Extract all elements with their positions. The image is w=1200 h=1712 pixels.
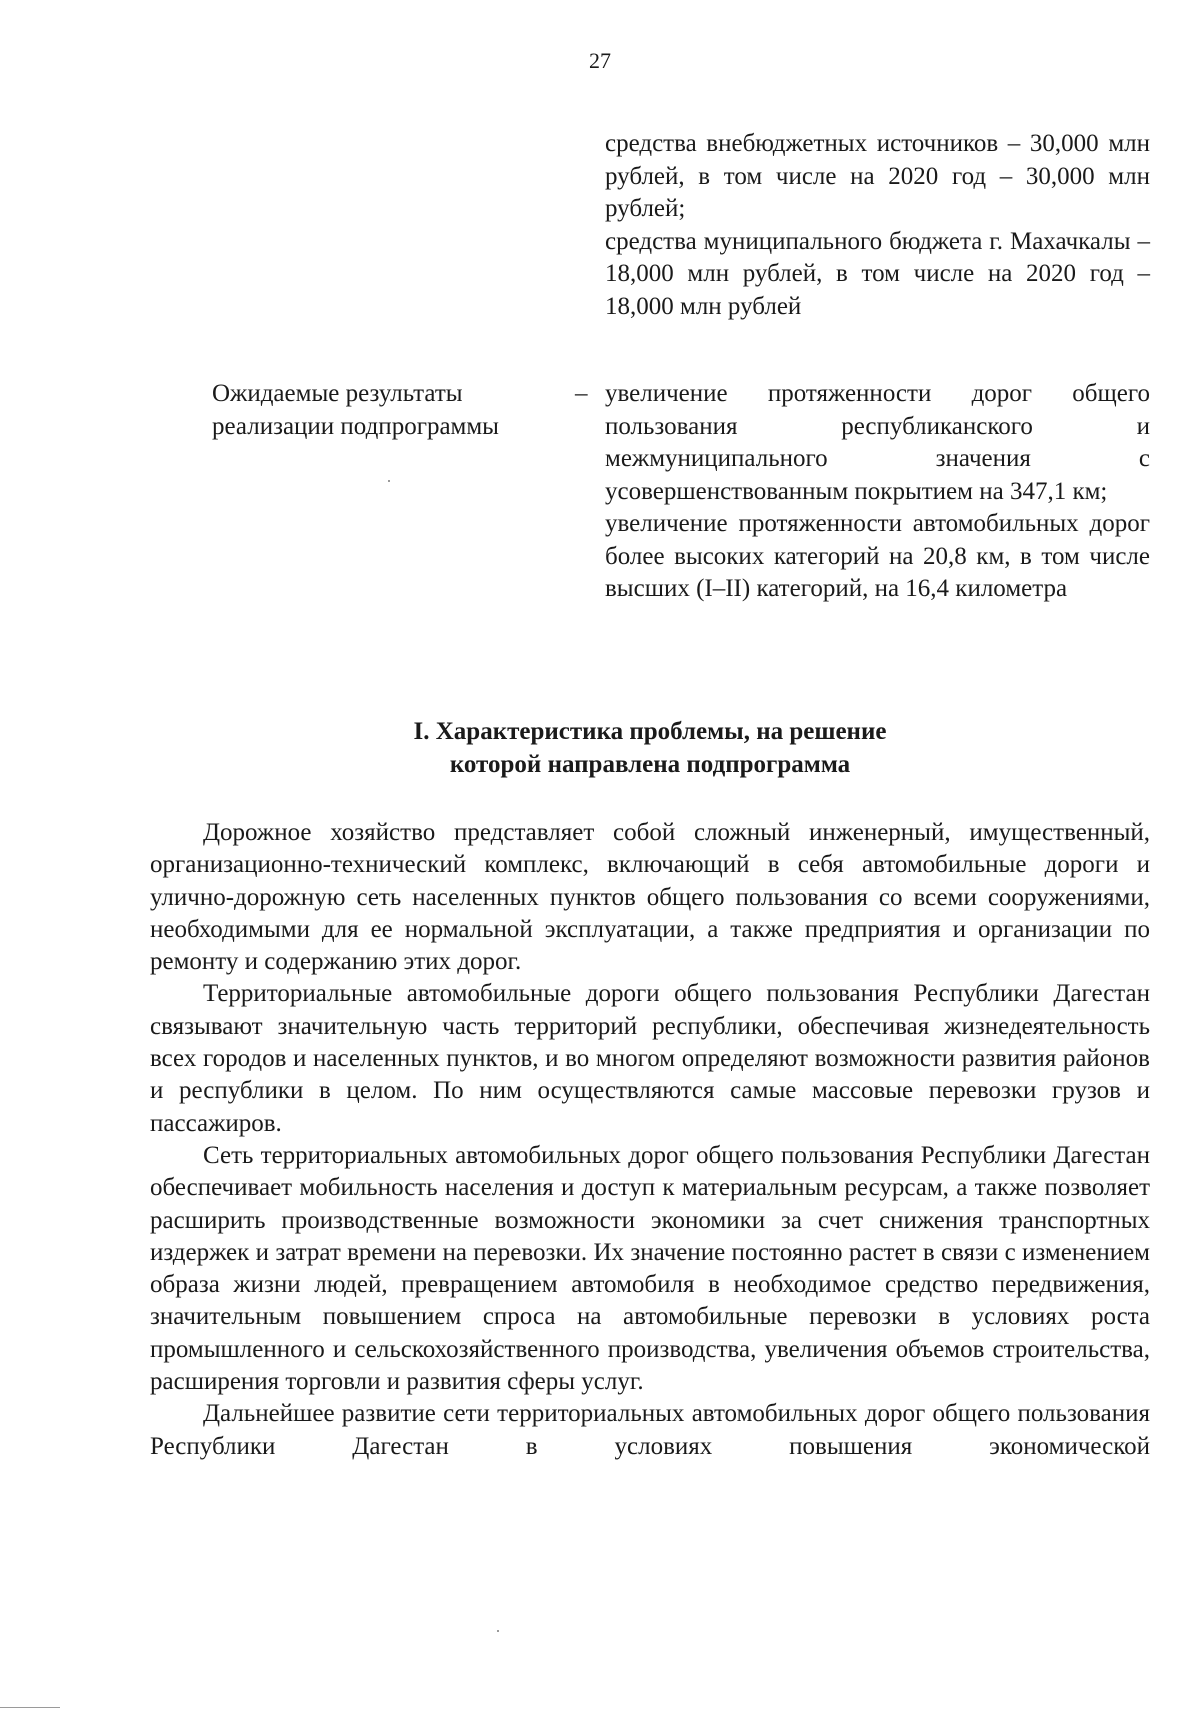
expected-results-label-line2: реализации подпрограммы: [212, 412, 499, 440]
funding-extrabudgetary: средства внебюджетных источников – 30,000 млн рублей, в том числе на 2020 год – 30,000 млн рублей;: [605, 130, 1150, 222]
paragraph-2: Территориальные автомобильные дороги общего пользования Республики Дагестан связывают значительную часть территорий республики, обеспечивая жизнедеятельность всех городов и населенных пунктов, и во многом определяют возможности развития районов и республики в целом. По ним осуществляются самые массовые перевозки грузов и пассажиров.: [150, 980, 1150, 1137]
scan-speck-mark: [497, 1630, 499, 1632]
paragraph-1: Дорожное хозяйство представляет собой сложный инженерный, имущественный, организационно-технический комплекс, включающий в себя автомобильные дороги и улично-дорожную сеть населенных пунктов общего пользования со всеми сооружениями, необходимыми для ее нормальной эксплуатации, а также предприятия и организации по ремонту и содержанию этих дорог.: [150, 819, 1150, 976]
expected-results-label-line1: Ожидаемые результаты: [212, 380, 463, 407]
paragraph-4: Дальнейшее развитие сети территориальных автомобильных дорог общего пользования Республики Дагестан в условиях повышения экономической: [150, 1400, 1150, 1460]
results-dash: –: [575, 380, 588, 407]
expected-results-values: [605, 378, 1150, 606]
result-item-road-categories: увеличение протяженности автомобильных дорог более высоких категорий на 20,8 км, в том числе высших (I–II) категорий, на 16,4 километра: [605, 510, 1150, 602]
page-number: 27: [589, 48, 611, 73]
body-text: [150, 817, 1150, 1463]
section-heading: [150, 716, 1150, 781]
expected-results-label: [212, 378, 542, 443]
result-item-roads-coverage: увеличение протяженности дорог общего пользования республиканского и межмуниципального значения с усовершенствованным покрытием на 347,1 км;: [605, 380, 1150, 505]
section-heading-line2: которой направлена подпрограмма: [449, 750, 851, 778]
funding-municipal: средства муниципального бюджета г. Махачкалы – 18,000 млн рублей, в том числе на 2020 год – 18,000 млн рублей: [605, 227, 1150, 320]
funding-sources: [605, 128, 1150, 323]
paragraph-3: Сеть территориальных автомобильных дорог общего пользования Республики Дагестан обеспечивает мобильность населения и доступ к материальным ресурсам, а также позволяет расширить производственные возможности экономики за счет снижения транспортных издержек и затрат времени на перевозки. Их значение постоянно растет в связи с изменением образа жизни людей, превращением автомобиля в необходимое средство передвижения, значительным повышением спроса на автомобильные перевозки в условиях роста промышленного и сельскохозяйственного производства, увеличения объемов строительства, расширения торговли и развития сферы услуг.: [150, 1141, 1150, 1396]
scan-speck-mark: [388, 480, 390, 482]
scan-edge-mark: [0, 1707, 60, 1708]
section-heading-line1: I. Характеристика проблемы, на решение: [413, 718, 887, 745]
